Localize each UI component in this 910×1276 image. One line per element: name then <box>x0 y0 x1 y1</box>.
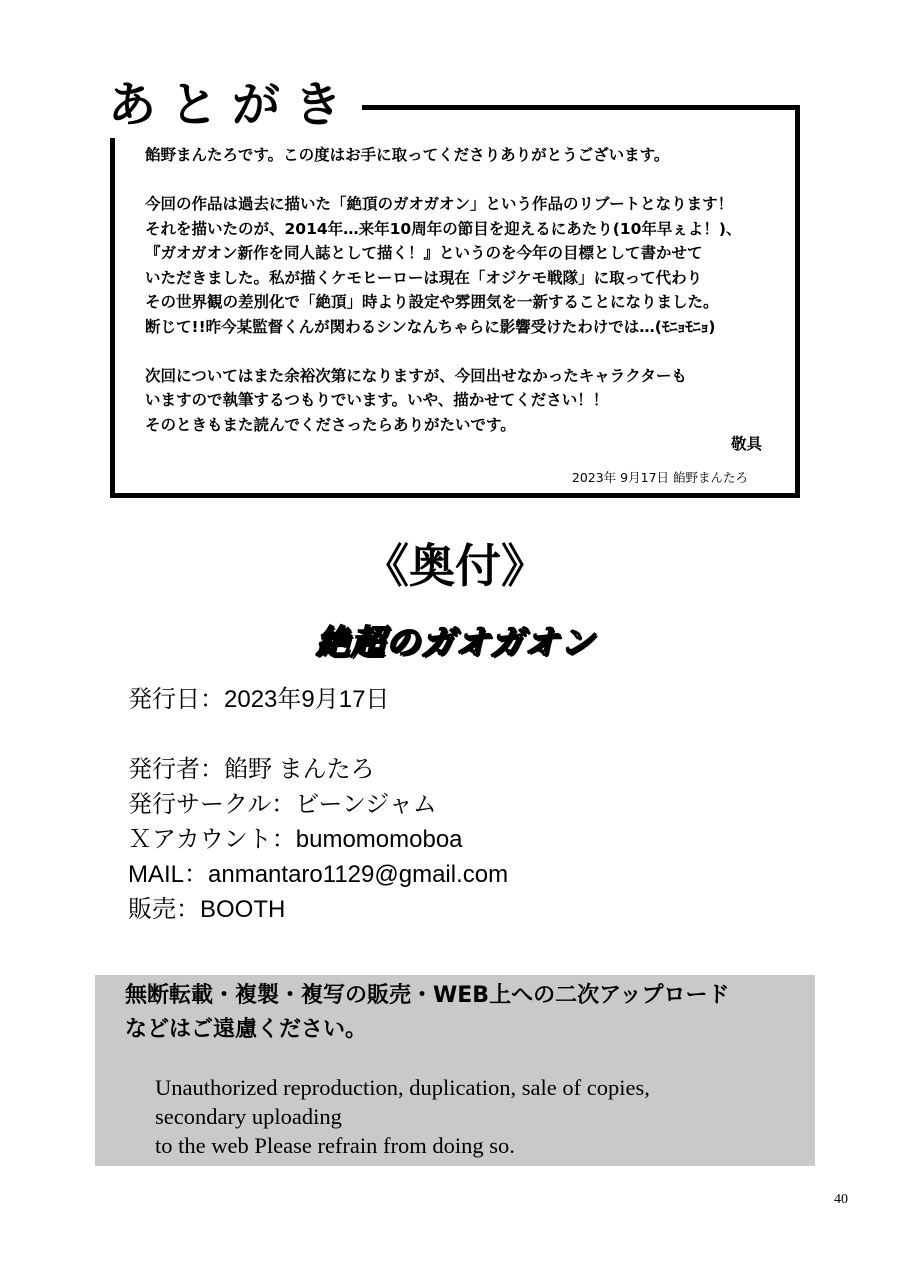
sales-channel: 販売：BOOTH <box>128 896 286 923</box>
issue-date: 発行日：2023年9月17日 <box>128 686 390 713</box>
afterword-line: いますので執筆するつもりでいます。いや、描かせてください！！ <box>145 391 609 409</box>
page-number: 40 <box>834 1192 848 1207</box>
notice-english <box>155 1073 795 1160</box>
book-title: 絶超のガオガオン <box>315 623 595 663</box>
notice-jp-line: 無断転載・複製・複写の販売・WEB上への二次アップロード <box>125 983 730 1008</box>
notice-en-line: Unauthorized reproduction, duplication, sale of copies, <box>155 1075 650 1100</box>
afterword-line: 『ガオガオン新作を同人誌として描く！』というのを今年の目標として書かせて <box>145 244 703 262</box>
afterword-line: それを描いたのが、2014年…来年10周年の節目を迎えるにあたり(10年早ぇよ！)、 <box>145 219 742 238</box>
paragraph-gap <box>145 168 785 193</box>
publisher: 発行者：餡野 まんたろ <box>128 756 375 783</box>
afterword-line: そのときもまた読んでくださったらありがたいです。 <box>145 415 516 434</box>
afterword-title: あとがき <box>108 72 362 138</box>
mail-address: MAIL：anmantaro1129@gmail.com <box>128 861 509 888</box>
afterword-line: 断じて!!昨今某監督くんが関わるシンなんちゃらに影響受けたわけでは…(ﾓﾆｮﾓﾆｮ) <box>145 317 716 336</box>
notice-en-line: secondary uploading <box>155 1104 342 1129</box>
notice-jp-line: などはご遠慮ください。 <box>125 1017 368 1042</box>
afterword-line: 餡野まんたろです。この度はお手に取ってくださりありがとうございます。 <box>145 146 670 164</box>
copyright-notice <box>95 975 815 1166</box>
afterword-line: いただきました。私が描くケモヒーローは現在「オジケモ戦隊」に取って代わり <box>145 268 703 287</box>
notice-en-line: to the web Please refrain from doing so. <box>155 1133 515 1158</box>
afterword-line: 次回についてはまた余裕次第になりますが、今回出せなかったキャラクターも <box>145 366 687 385</box>
paragraph-gap <box>145 339 785 364</box>
afterword-line: 今回の作品は過去に描いた「絶頂のガオガオン」という作品のリブートとなります！ <box>145 195 734 213</box>
x-account: Ｘアカウント：bumomomoboa <box>128 826 463 853</box>
afterword-date-signature: 2023年 9月17日 餡野まんたろ <box>571 470 748 485</box>
afterword-body <box>145 143 785 437</box>
colophon-heading: 《奥付》 <box>363 539 547 593</box>
info-gap <box>128 717 828 752</box>
notice-japanese <box>125 979 805 1047</box>
colophon-info <box>128 682 828 927</box>
afterword-closing: 敬具 <box>730 435 762 453</box>
circle-name: 発行サークル：ビーンジャム <box>128 791 437 818</box>
afterword-line: その世界観の差別化で「絶頂」時より設定や雰囲気を一新することになりました。 <box>145 293 719 311</box>
